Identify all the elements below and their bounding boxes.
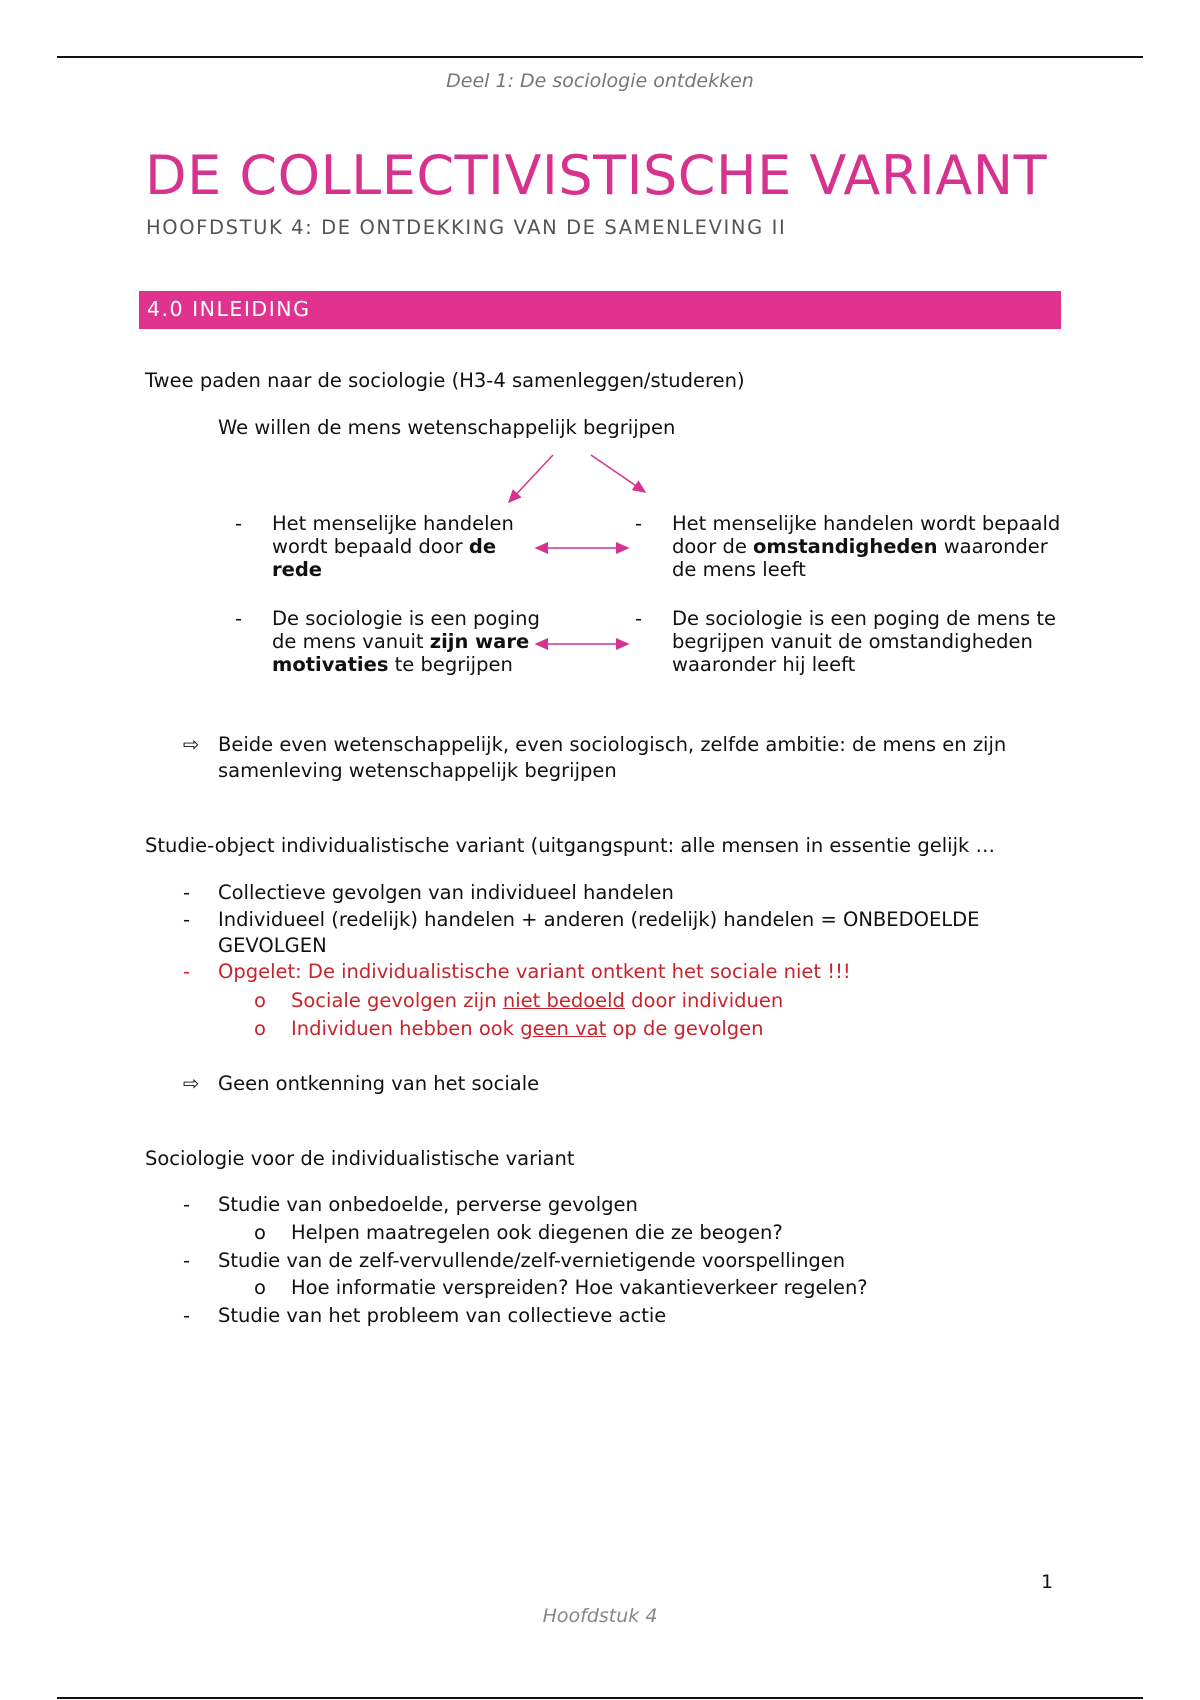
studie-sub-1: Sociale gevolgen zijn niet bedoeld door individuen [291, 989, 784, 1012]
bullet-dash: - [183, 1249, 191, 1272]
conclusion-line-2: samenleving wetenschappelijk begrijpen [218, 759, 617, 782]
section-heading: 4.0 INLEIDING [147, 297, 311, 321]
running-footer: Hoofdstuk 4 [542, 1605, 658, 1627]
bullet-dash: - [635, 607, 643, 630]
studie-item-1: Collectieve gevolgen van individueel handelen [218, 881, 674, 904]
arrow-down-left [509, 455, 553, 502]
sociologie-heading: Sociologie voor de individualistische variant [145, 1147, 575, 1170]
studie-sub-2: Individuen hebben ook geen vat op de gevolgen [291, 1017, 764, 1040]
bullet-dash: - [235, 607, 243, 630]
arrow-down-right [591, 455, 645, 492]
diagram-left-1: Het menselijke handelen wordt bepaald door de rede [272, 512, 514, 581]
intro-line: Twee paden naar de sociologie (H3-4 samenleggen/studeren) [145, 369, 745, 392]
conclusion-arrow-icon: ⇨ [183, 1072, 200, 1095]
conclusion-arrow-icon: ⇨ [183, 733, 200, 756]
sociologie-sub-2: Hoe informatie verspreiden? Hoe vakantieverkeer regelen? [291, 1276, 868, 1299]
conclusion-line-1: Beide even wetenschappelijk, even sociologisch, zelfde ambitie: de mens en zijn [218, 733, 1007, 756]
studie-item-2-cont: GEVOLGEN [218, 934, 327, 957]
bottom-rule [57, 1697, 1143, 1699]
sociologie-sub-1: Helpen maatregelen ook diegenen die ze beogen? [291, 1221, 783, 1244]
sociologie-item-2: Studie van de zelf-vervullende/zelf-vernietigende voorspellingen [218, 1249, 846, 1272]
sociologie-item-1: Studie van onbedoelde, perverse gevolgen [218, 1193, 638, 1216]
sociologie-item-3: Studie van het probleem van collectieve actie [218, 1304, 667, 1327]
diagram-left-2: De sociologie is een poging de mens vanuit zijn ware motivaties te begrijpen [272, 607, 540, 676]
page-title: DE COLLECTIVISTISCHE VARIANT [145, 144, 1048, 207]
sub-bullet-o: o [254, 1221, 266, 1244]
sub-bullet-o: o [254, 1276, 266, 1299]
bullet-dash: - [183, 1304, 191, 1327]
bullet-dash: - [183, 1193, 191, 1216]
intro-statement: We willen de mens wetenschappelijk begrijpen [218, 416, 676, 439]
page-subtitle: HOOFDSTUK 4: DE ONTDEKKING VAN DE SAMENLEVING II [146, 216, 787, 239]
sub-bullet-o: o [254, 989, 266, 1012]
studie-item-2: Individueel (redelijk) handelen + anderen (redelijk) handelen = ONBEDOELDE [218, 908, 980, 931]
diagram-right-2: De sociologie is een poging de mens te begrijpen vanuit de omstandigheden waaronder hij leeft [672, 607, 1057, 676]
conclusion-2: Geen ontkenning van het sociale [218, 1072, 540, 1095]
diagram-right-1: Het menselijke handelen wordt bepaald door de omstandigheden waaronder de mens leeft [672, 512, 1061, 581]
bullet-dash: - [235, 512, 243, 535]
bullet-dash: - [183, 881, 191, 904]
bullet-dash: - [183, 960, 191, 983]
bullet-dash: - [635, 512, 643, 535]
studie-heading: Studie-object individualistische variant (uitgangspunt: alle mensen in essentie gelijk … [145, 834, 995, 857]
sub-bullet-o: o [254, 1017, 266, 1040]
bullet-dash: - [183, 908, 191, 931]
page-number: 1 [1041, 1571, 1054, 1593]
studie-warning: Opgelet: De individualistische variant ontkent het sociale niet !!! [218, 960, 851, 983]
diagram-arrows [0, 0, 1200, 700]
running-header: Deel 1: De sociologie ontdekken [446, 70, 754, 92]
